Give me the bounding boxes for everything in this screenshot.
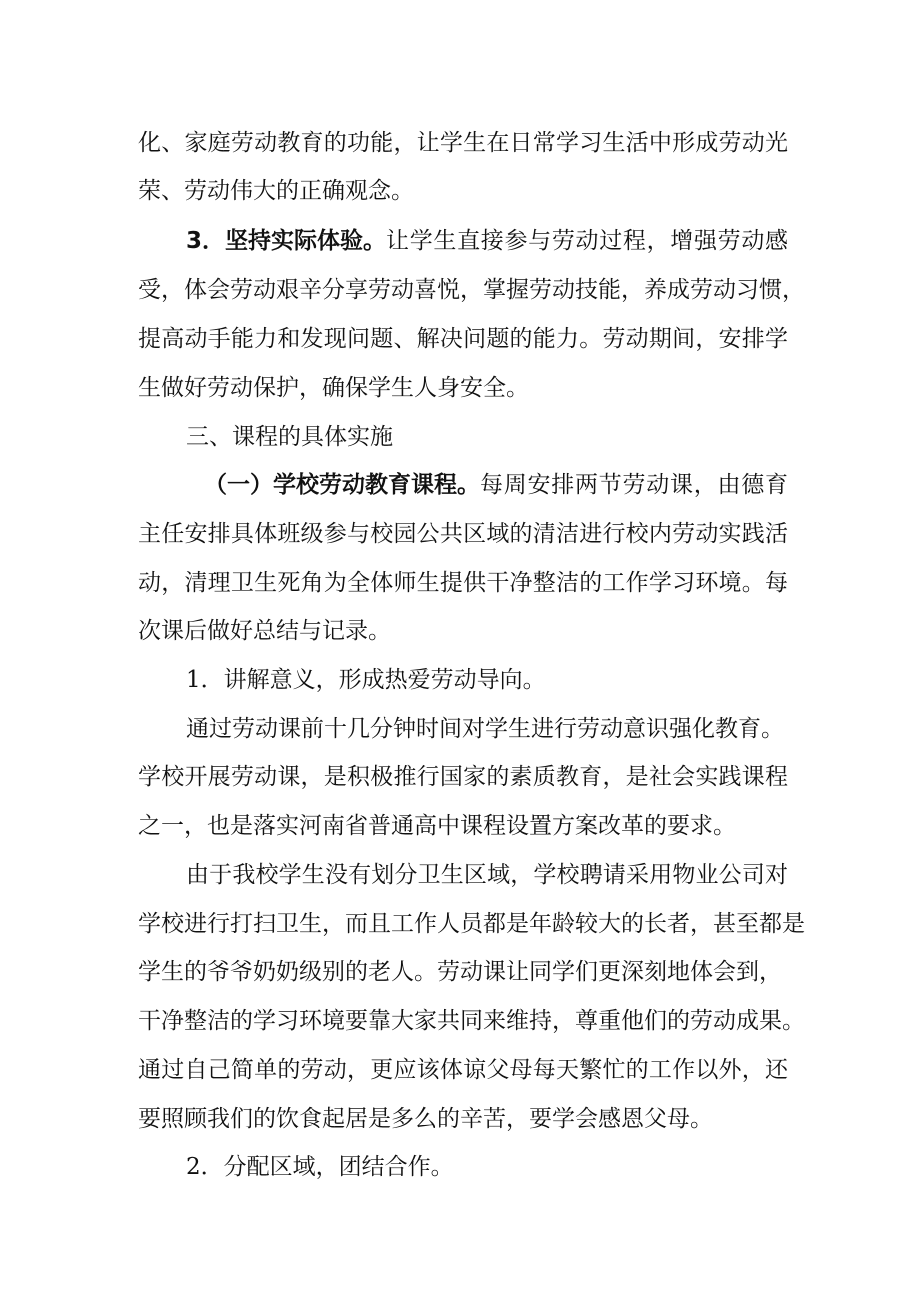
section-heading: 三、课程的具体实施 — [186, 424, 393, 450]
paragraph-line: 通过自己简单的劳动，更应该体谅父母每天繁忙的工作以外，还 — [138, 1057, 788, 1083]
paragraph-line: 学生的爷爷奶奶级别的老人。劳动课让同学们更深刻地体会到， — [138, 959, 782, 985]
paragraph-line: 主任安排具体班级参与校园公共区域的清洁进行校内劳动实践活 — [138, 521, 788, 547]
paragraph-line — [204, 470, 788, 500]
paragraph-line: 化、家庭劳动教育的功能，让学生在日常学习生活中形成劳动光 — [138, 130, 788, 156]
emphasis-lead: 3．坚持实际体验。 — [186, 228, 387, 254]
paragraph-line: 由于我校学生没有划分卫生区域，学校聘请采用物业公司对 — [186, 862, 788, 888]
paragraph-line: 学校进行打扫卫生，而且工作人员都是年龄较大的长者，甚至都是 — [138, 911, 805, 937]
paragraph-text: 让学生直接参与劳动过程，增强劳动感 — [386, 228, 788, 254]
paragraph-line: 通过劳动课前十几分钟时间对学生进行劳动意识强化教育。 — [186, 716, 784, 742]
paragraph-line: 生做好劳动保护，确保学生人身安全。 — [138, 375, 529, 401]
paragraph-line: 干净整洁的学习环境要靠大家共同来维持，尊重他们的劳动成果。 — [138, 1008, 805, 1034]
paragraph-line: 次课后做好总结与记录。 — [138, 618, 391, 644]
paragraph-line: 之一，也是落实河南省普通高中课程设置方案改革的要求。 — [138, 813, 736, 839]
paragraph-text: 每周安排两节劳动课，由德育 — [480, 472, 788, 498]
paragraph-line: 要照顾我们的饮食起居是多么的辛苦，要学会感恩父母。 — [138, 1106, 713, 1132]
emphasis-lead: （一）学校劳动教育课程。 — [204, 472, 480, 498]
paragraph-line: 受，体会劳动艰辛分享劳动喜悦，掌握劳动技能，养成劳动习惯， — [138, 277, 805, 303]
paragraph-line: 提高动手能力和发现问题、解决问题的能力。劳动期间，安排学 — [138, 326, 788, 352]
paragraph-line: 动，清理卫生死角为全体师生提供干净整洁的工作学习环境。每 — [138, 570, 788, 596]
paragraph-line: 荣、劳动伟大的正确观念。 — [138, 178, 414, 204]
list-item: 1．讲解意义，形成热爱劳动导向。 — [186, 667, 546, 693]
list-item: 2．分配区域，团结合作。 — [186, 1154, 454, 1180]
paragraph-line — [186, 226, 788, 256]
paragraph-line: 学校开展劳动课，是积极推行国家的素质教育，是社会实践课程 — [138, 764, 788, 790]
